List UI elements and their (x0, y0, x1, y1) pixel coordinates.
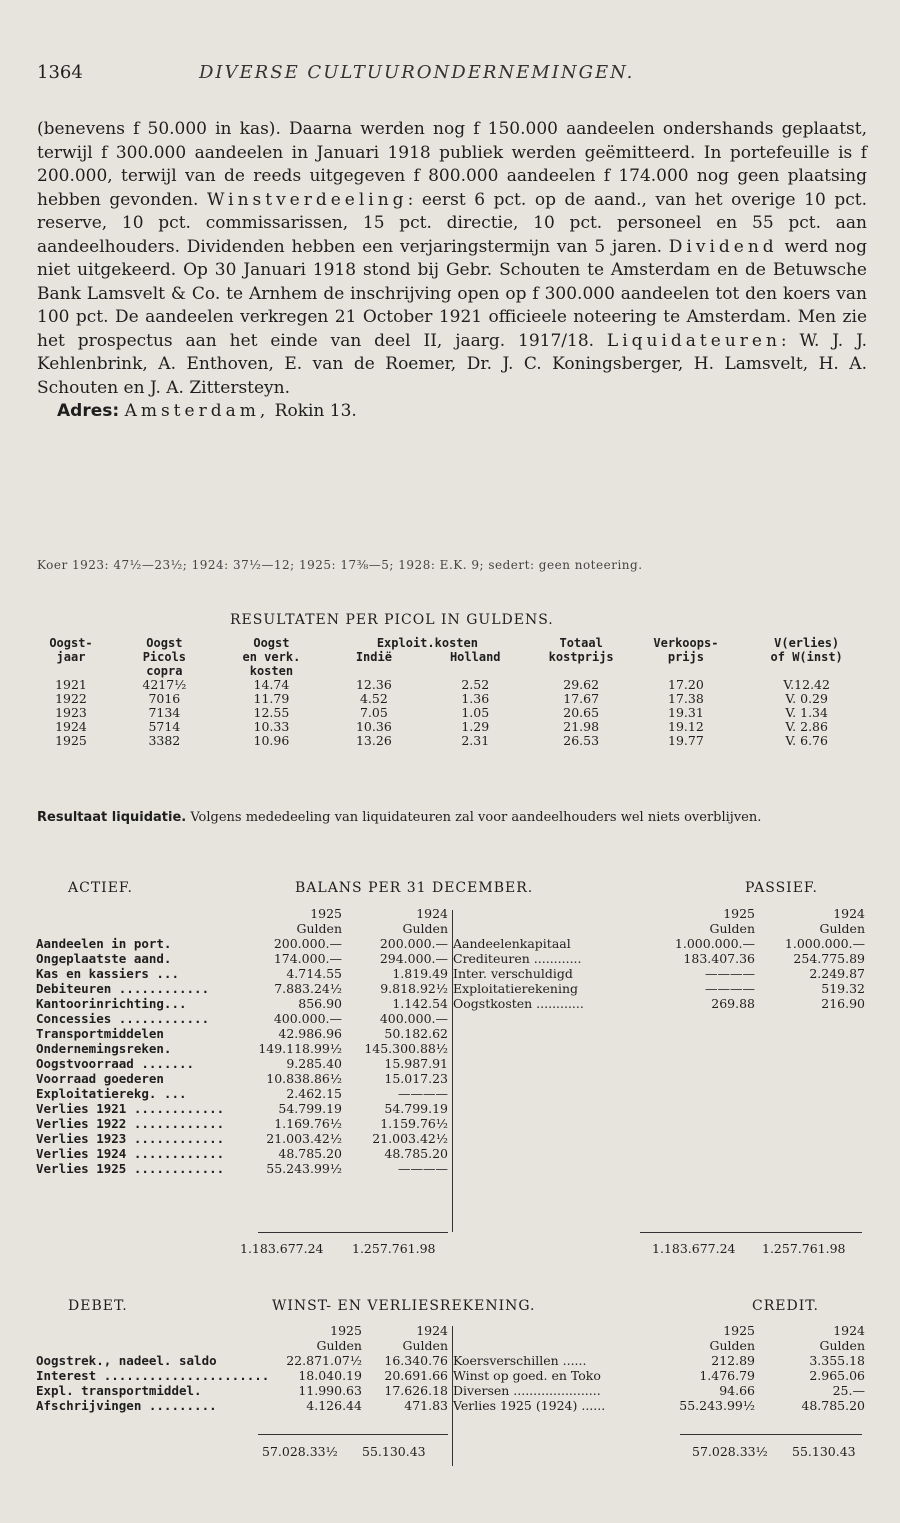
row-label: Inter. verschuldigd (453, 966, 573, 981)
table-row (33, 1041, 451, 1056)
wv-total-rule-right (680, 1434, 862, 1435)
wv-title: WINST- EN VERLIESREKENING. (272, 1298, 536, 1314)
row-value: 400.000.— (273, 1011, 342, 1026)
row-value: 42.986.96 (278, 1026, 342, 1041)
page-number: 1364 (37, 62, 83, 83)
row-value: 212.89 (711, 1353, 755, 1368)
balans-divider (452, 910, 453, 1232)
hdr-picols-2: copra (146, 664, 183, 678)
row-value: 19.12 (668, 719, 704, 734)
table-row (450, 936, 868, 951)
hdr-verkoop-1: prijs (667, 650, 704, 664)
row-value: ———— (705, 981, 755, 996)
table-row (33, 1398, 451, 1413)
wv-credit-rows (450, 1353, 868, 1413)
row-value: V. 6.76 (785, 733, 828, 748)
table-row (33, 1086, 451, 1101)
hdr-jaar-1: Oogst- (49, 636, 93, 650)
wv-credit-table (450, 1323, 868, 1413)
table-row (33, 1146, 451, 1161)
liquidatie-text: Volgens mededeeling van liquidateuren zal voor aandeelhouders wel niets overblijven. (186, 810, 762, 825)
row-value: 269.88 (711, 996, 755, 1011)
row-value: 25.— (832, 1383, 865, 1398)
row-value: 9.285.40 (286, 1056, 342, 1071)
row-value: 856.90 (298, 996, 342, 1011)
wv-debet-table (33, 1323, 451, 1413)
row-value: 2.249.87 (809, 966, 865, 981)
text-segment: werd nog niet uitgekeerd. Op 30 Januari 1918 stond bij Gebr. Schouten te Amsterdam en de Betuwsche Bank Lamsvelt & Co. te Arnhem de inschrijving open op f 300.000 aandeelen tot den koers van 100 pct. De aandeelen verkregen 21 October 1921 officieele noteering te Amsterdam. Men zie het prospectus aan het einde van deel II, jaarg. 1917/18. (37, 236, 867, 351)
row-value: 12.55 (253, 705, 290, 720)
row-label: Kantoorinrichting... (36, 996, 187, 1011)
table-row (33, 1131, 451, 1146)
row-label: Expl. transportmiddel. (36, 1383, 202, 1398)
row-value: 48.785.20 (384, 1146, 448, 1161)
row-label: Exploitatierekg. ... (36, 1086, 187, 1101)
row-value: 1.000.000.— (784, 936, 865, 951)
row-value: 4.52 (359, 691, 388, 706)
row-value: 2.52 (461, 677, 490, 692)
liquidatie-label: Resultaat liquidatie. (37, 810, 187, 825)
row-value: 4217½ (142, 677, 187, 692)
row-value: 20.691.66 (384, 1368, 448, 1383)
debet-label: DEBET. (68, 1298, 128, 1314)
table-row (33, 1368, 451, 1383)
row-value: 7.05 (359, 705, 388, 720)
row-label: Afschrijvingen ......... (36, 1398, 217, 1413)
row-value: 10.96 (253, 733, 290, 748)
wv-total-left-1924: 55.130.43 (362, 1444, 426, 1459)
row-value: 1.29 (461, 719, 490, 734)
koers-line: Koer 1923: 47½—23½; 1924: 37½—12; 1925: 17⅜—5; 1928: E.K. 9; sedert: geen noteering. (37, 558, 643, 572)
table-row (33, 1071, 451, 1086)
unit-gulden: Gulden (402, 1338, 448, 1353)
actief-label: ACTIEF. (68, 880, 133, 896)
row-value: 200.000.— (273, 936, 342, 951)
row-value: 21.003.42½ (266, 1131, 342, 1146)
row-label: Oogstvoorraad ....... (36, 1056, 195, 1071)
hdr-jaar-2: jaar (56, 650, 86, 664)
row-label: Aandeelenkapitaal (453, 936, 571, 951)
adres-city: Amsterdam, (124, 401, 270, 421)
adres-label: Adres: (57, 401, 120, 421)
row-value: 94.66 (719, 1383, 755, 1398)
row-value: 19.77 (668, 733, 704, 748)
row-value: V. 0.29 (785, 691, 828, 706)
row-label: Exploitatierekening (453, 981, 579, 996)
row-label: Koersverschillen ...... (453, 1353, 587, 1368)
year-1924: 1924 (833, 1323, 865, 1338)
balans-title: BALANS PER 31 DECEMBER. (295, 880, 534, 896)
text-segment: : W. J. J. Kehlenbrink, A. Enthoven, E. van de Roemer, Dr. J. C. Koningsberger, H. Lamsvelt, H. A. Schouten en J. A. Zittersteyn. (37, 330, 867, 398)
row-value: 14.74 (253, 677, 290, 692)
row-value: 15.987.91 (384, 1056, 448, 1071)
row-value: 200.000.— (379, 936, 448, 951)
hdr-verlies-0: V(erlies) (774, 636, 840, 650)
table-row (450, 951, 868, 966)
row-label: Concessies ............ (36, 1011, 210, 1026)
results-title: RESULTATEN PER PICOL IN GULDENS. (230, 612, 554, 628)
row-value: ———— (398, 1161, 448, 1176)
table-row (33, 951, 451, 966)
row-value: 1.476.79 (699, 1368, 755, 1383)
row-label: 1922 (55, 691, 87, 706)
row-value: 1.159.76½ (380, 1116, 448, 1131)
unit-gulden: Gulden (819, 921, 865, 936)
results-body (30, 678, 875, 748)
row-value: 2.31 (461, 733, 490, 748)
row-label: Oogstrek., nadeel. saldo (36, 1353, 217, 1368)
unit-gulden: Gulden (819, 1338, 865, 1353)
table-row (33, 996, 451, 1011)
row-value: 149.118.99½ (258, 1041, 342, 1056)
row-value: 1.142.54 (392, 996, 448, 1011)
balans-passief-rows (450, 936, 868, 1011)
year-1925: 1925 (310, 906, 342, 921)
table-row (33, 1383, 451, 1398)
row-value: 26.53 (563, 733, 600, 748)
balans-passief-table (450, 906, 868, 1011)
row-value: ———— (398, 1086, 448, 1101)
results-table (30, 636, 875, 748)
table-row (30, 734, 875, 748)
wv-total-left-1925: 57.028.33½ (262, 1444, 338, 1459)
row-value: 13.26 (355, 733, 392, 748)
row-value: V. 1.34 (785, 705, 828, 720)
row-value: 11.990.63 (298, 1383, 362, 1398)
row-value: 48.785.20 (801, 1398, 865, 1413)
year-1925: 1925 (330, 1323, 362, 1338)
row-value: 7.883.24½ (274, 981, 342, 996)
row-label: Kas en kassiers ... (36, 966, 179, 981)
hdr-totaal-1: kostprijs (548, 650, 614, 664)
row-value: 174.000.— (273, 951, 342, 966)
table-row (30, 692, 875, 706)
row-value: 2.965.06 (809, 1368, 865, 1383)
table-row (33, 936, 451, 951)
row-value: 17.626.18 (384, 1383, 448, 1398)
row-value: 18.040.19 (298, 1368, 362, 1383)
table-row (30, 706, 875, 720)
row-label: 1923 (55, 705, 87, 720)
row-value: 1.169.76½ (274, 1116, 342, 1131)
row-value: 3382 (148, 733, 181, 748)
hdr-picols-1: Picols (142, 650, 187, 664)
row-value: 1.000.000.— (674, 936, 755, 951)
row-value: 2.462.15 (286, 1086, 342, 1101)
wv-total-rule-left (258, 1434, 448, 1435)
hdr-exploit: Exploit.kosten (376, 636, 478, 650)
row-value: 9.818.92½ (380, 981, 448, 996)
table-row (450, 1383, 868, 1398)
row-value: 22.871.07½ (286, 1353, 362, 1368)
table-row (30, 678, 875, 692)
row-value: 11.79 (253, 691, 290, 706)
balans-actief-table (33, 906, 451, 1176)
table-row (450, 1398, 868, 1413)
row-value: 17.38 (668, 691, 704, 706)
text-segment: : eerst 6 pct. op de aand., van het overige 10 pct. reserve, 10 pct. commissarissen, 15 pct. directie, 10 pct. personeel en 55 pct. aan aandeelhouders. Dividenden hebben een verjaringstermijn van 5 jaren. (37, 189, 867, 257)
row-label: Ongeplaatste aand. (36, 951, 172, 966)
row-label: Verlies 1922 ............ (36, 1116, 225, 1131)
wv-total-right-1924: 55.130.43 (792, 1444, 856, 1459)
row-value: V. 2.86 (785, 719, 828, 734)
hdr-kosten-2: kosten (249, 664, 294, 678)
row-value: 55.243.99½ (266, 1161, 342, 1176)
row-label: Verlies 1925 (1924) ...... (453, 1398, 606, 1413)
unit-gulden: Gulden (316, 1338, 362, 1353)
table-row (450, 966, 868, 981)
row-label: Transportmiddelen (36, 1026, 164, 1041)
row-value: 21.98 (563, 719, 600, 734)
unit-gulden: Gulden (296, 921, 342, 936)
wv-total-right-1925: 57.028.33½ (692, 1444, 768, 1459)
row-value: ———— (705, 966, 755, 981)
row-value: 10.838.86½ (266, 1071, 342, 1086)
year-1925: 1925 (723, 1323, 755, 1338)
year-1924: 1924 (416, 906, 448, 921)
running-title: DIVERSE CULTUURONDERNEMINGEN. (199, 62, 635, 83)
row-value: 48.785.20 (278, 1146, 342, 1161)
year-1924: 1924 (416, 1323, 448, 1338)
hdr-indie: Indië (355, 650, 392, 664)
liquidateuren-label: Liquidateuren (606, 330, 781, 351)
row-value: 4.126.44 (306, 1398, 362, 1413)
row-label: Verlies 1924 ............ (36, 1146, 225, 1161)
row-value: 1.05 (461, 705, 490, 720)
row-label: Aandeelen in port. (36, 936, 172, 951)
row-value: 7016 (148, 691, 181, 706)
row-label: 1924 (55, 719, 87, 734)
row-label: Verlies 1921 ............ (36, 1101, 225, 1116)
hdr-verlies-1: of W(inst) (770, 650, 843, 664)
row-label: Interest ...................... (36, 1368, 270, 1383)
row-value: 17.20 (668, 677, 704, 692)
balans-total-left-1924: 1.257.761.98 (352, 1241, 436, 1256)
table-row (33, 1101, 451, 1116)
company-text (37, 118, 867, 424)
row-value: 19.31 (668, 705, 704, 720)
row-label: Verlies 1923 ............ (36, 1131, 225, 1146)
row-label: 1925 (55, 733, 87, 748)
table-row (33, 1026, 451, 1041)
row-value: 1.36 (461, 691, 490, 706)
row-label: 1921 (55, 677, 87, 692)
hdr-verkoop-0: Verkoops- (653, 636, 719, 650)
hdr-totaal-0: Totaal (559, 636, 603, 650)
row-value: 54.799.19 (384, 1101, 448, 1116)
row-value: 400.000.— (379, 1011, 448, 1026)
row-value: 4.714.55 (286, 966, 342, 981)
row-label: Diversen ...................... (453, 1383, 601, 1398)
table-row (33, 981, 451, 996)
liquidatie-paragraph (37, 810, 867, 825)
row-value: 254.775.89 (793, 951, 865, 966)
year-1924: 1924 (833, 906, 865, 921)
row-label: Verlies 1925 ............ (36, 1161, 225, 1176)
row-value: 15.017.23 (384, 1071, 448, 1086)
hdr-kosten-1: en verk. (242, 650, 301, 664)
balans-actief-rows (33, 936, 451, 1176)
balans-total-right-1924: 1.257.761.98 (762, 1241, 846, 1256)
balans-total-rule-right (640, 1232, 862, 1233)
table-row (33, 1161, 451, 1176)
balans-total-right-1925: 1.183.677.24 (652, 1241, 736, 1256)
table-row (450, 996, 868, 1011)
unit-gulden: Gulden (709, 921, 755, 936)
row-value: 10.33 (253, 719, 290, 734)
wv-divider (452, 1326, 453, 1466)
row-value: 183.407.36 (683, 951, 755, 966)
table-row (30, 720, 875, 734)
row-value: 5714 (148, 719, 181, 734)
row-value: 3.355.18 (809, 1353, 865, 1368)
balans-total-rule-left (258, 1232, 448, 1233)
row-value: 216.90 (821, 996, 865, 1011)
row-value: 29.62 (563, 677, 600, 692)
hdr-picols-0: Oogst (146, 636, 183, 650)
row-value: 50.182.62 (384, 1026, 448, 1041)
table-row (33, 1056, 451, 1071)
table-row (33, 966, 451, 981)
row-value: 1.819.49 (392, 966, 448, 981)
credit-label: CREDIT. (752, 1298, 819, 1314)
row-label: Voorraad goederen (36, 1071, 164, 1086)
table-row (450, 1368, 868, 1383)
body-paragraph (37, 118, 867, 400)
table-row (450, 1353, 868, 1368)
row-label: Ondernemingsreken. (36, 1041, 172, 1056)
row-value: 20.65 (563, 705, 600, 720)
row-value: 10.36 (355, 719, 392, 734)
dividend-label: Dividend (668, 236, 778, 257)
row-value: 471.83 (404, 1398, 448, 1413)
balans-total-left-1925: 1.183.677.24 (240, 1241, 324, 1256)
table-row (450, 981, 868, 996)
row-value: 55.243.99½ (679, 1398, 755, 1413)
row-value: V.12.42 (783, 677, 830, 692)
row-value: 7134 (148, 705, 181, 720)
row-value: 54.799.19 (278, 1101, 342, 1116)
wv-debet-rows (33, 1353, 451, 1413)
table-row (33, 1353, 451, 1368)
row-value: 12.36 (355, 677, 392, 692)
text-segment: (benevens f 50.000 in kas). Daarna werden nog f 150.000 aandeelen ondershands geplaatst, terwijl f 300.000 aandeelen in Januari 1918 publiek werden geëmitteerd. In portefeuille is f 200.000, terwijl van de reeds uitgegeven f 800.000 aandeelen f 174.000 nog geen plaatsing hebben gevonden. (37, 119, 867, 210)
table-row (33, 1116, 451, 1131)
row-value: 17.67 (563, 691, 600, 706)
row-label: Oogstkosten ............ (453, 996, 584, 1011)
row-value: 294.000.— (379, 951, 448, 966)
row-value: 21.003.42½ (372, 1131, 448, 1146)
row-label: Debiteuren ............ (36, 981, 210, 996)
adres-street: Rokin 13. (274, 401, 357, 421)
passief-label: PASSIEF. (745, 880, 818, 896)
row-value: 519.32 (821, 981, 865, 996)
year-1925: 1925 (723, 906, 755, 921)
hdr-holland: Holland (449, 650, 501, 664)
table-row (33, 1011, 451, 1026)
unit-gulden: Gulden (709, 1338, 755, 1353)
row-label: Crediteuren ............ (453, 951, 582, 966)
address-line (37, 400, 867, 424)
row-label: Winst op goed. en Toko (453, 1368, 601, 1383)
winstverdeeling-label: Winstverdeeling (206, 189, 408, 210)
row-value: 16.340.76 (384, 1353, 448, 1368)
row-value: 145.300.88½ (364, 1041, 448, 1056)
hdr-kosten-0: Oogst (253, 636, 290, 650)
unit-gulden: Gulden (402, 921, 448, 936)
